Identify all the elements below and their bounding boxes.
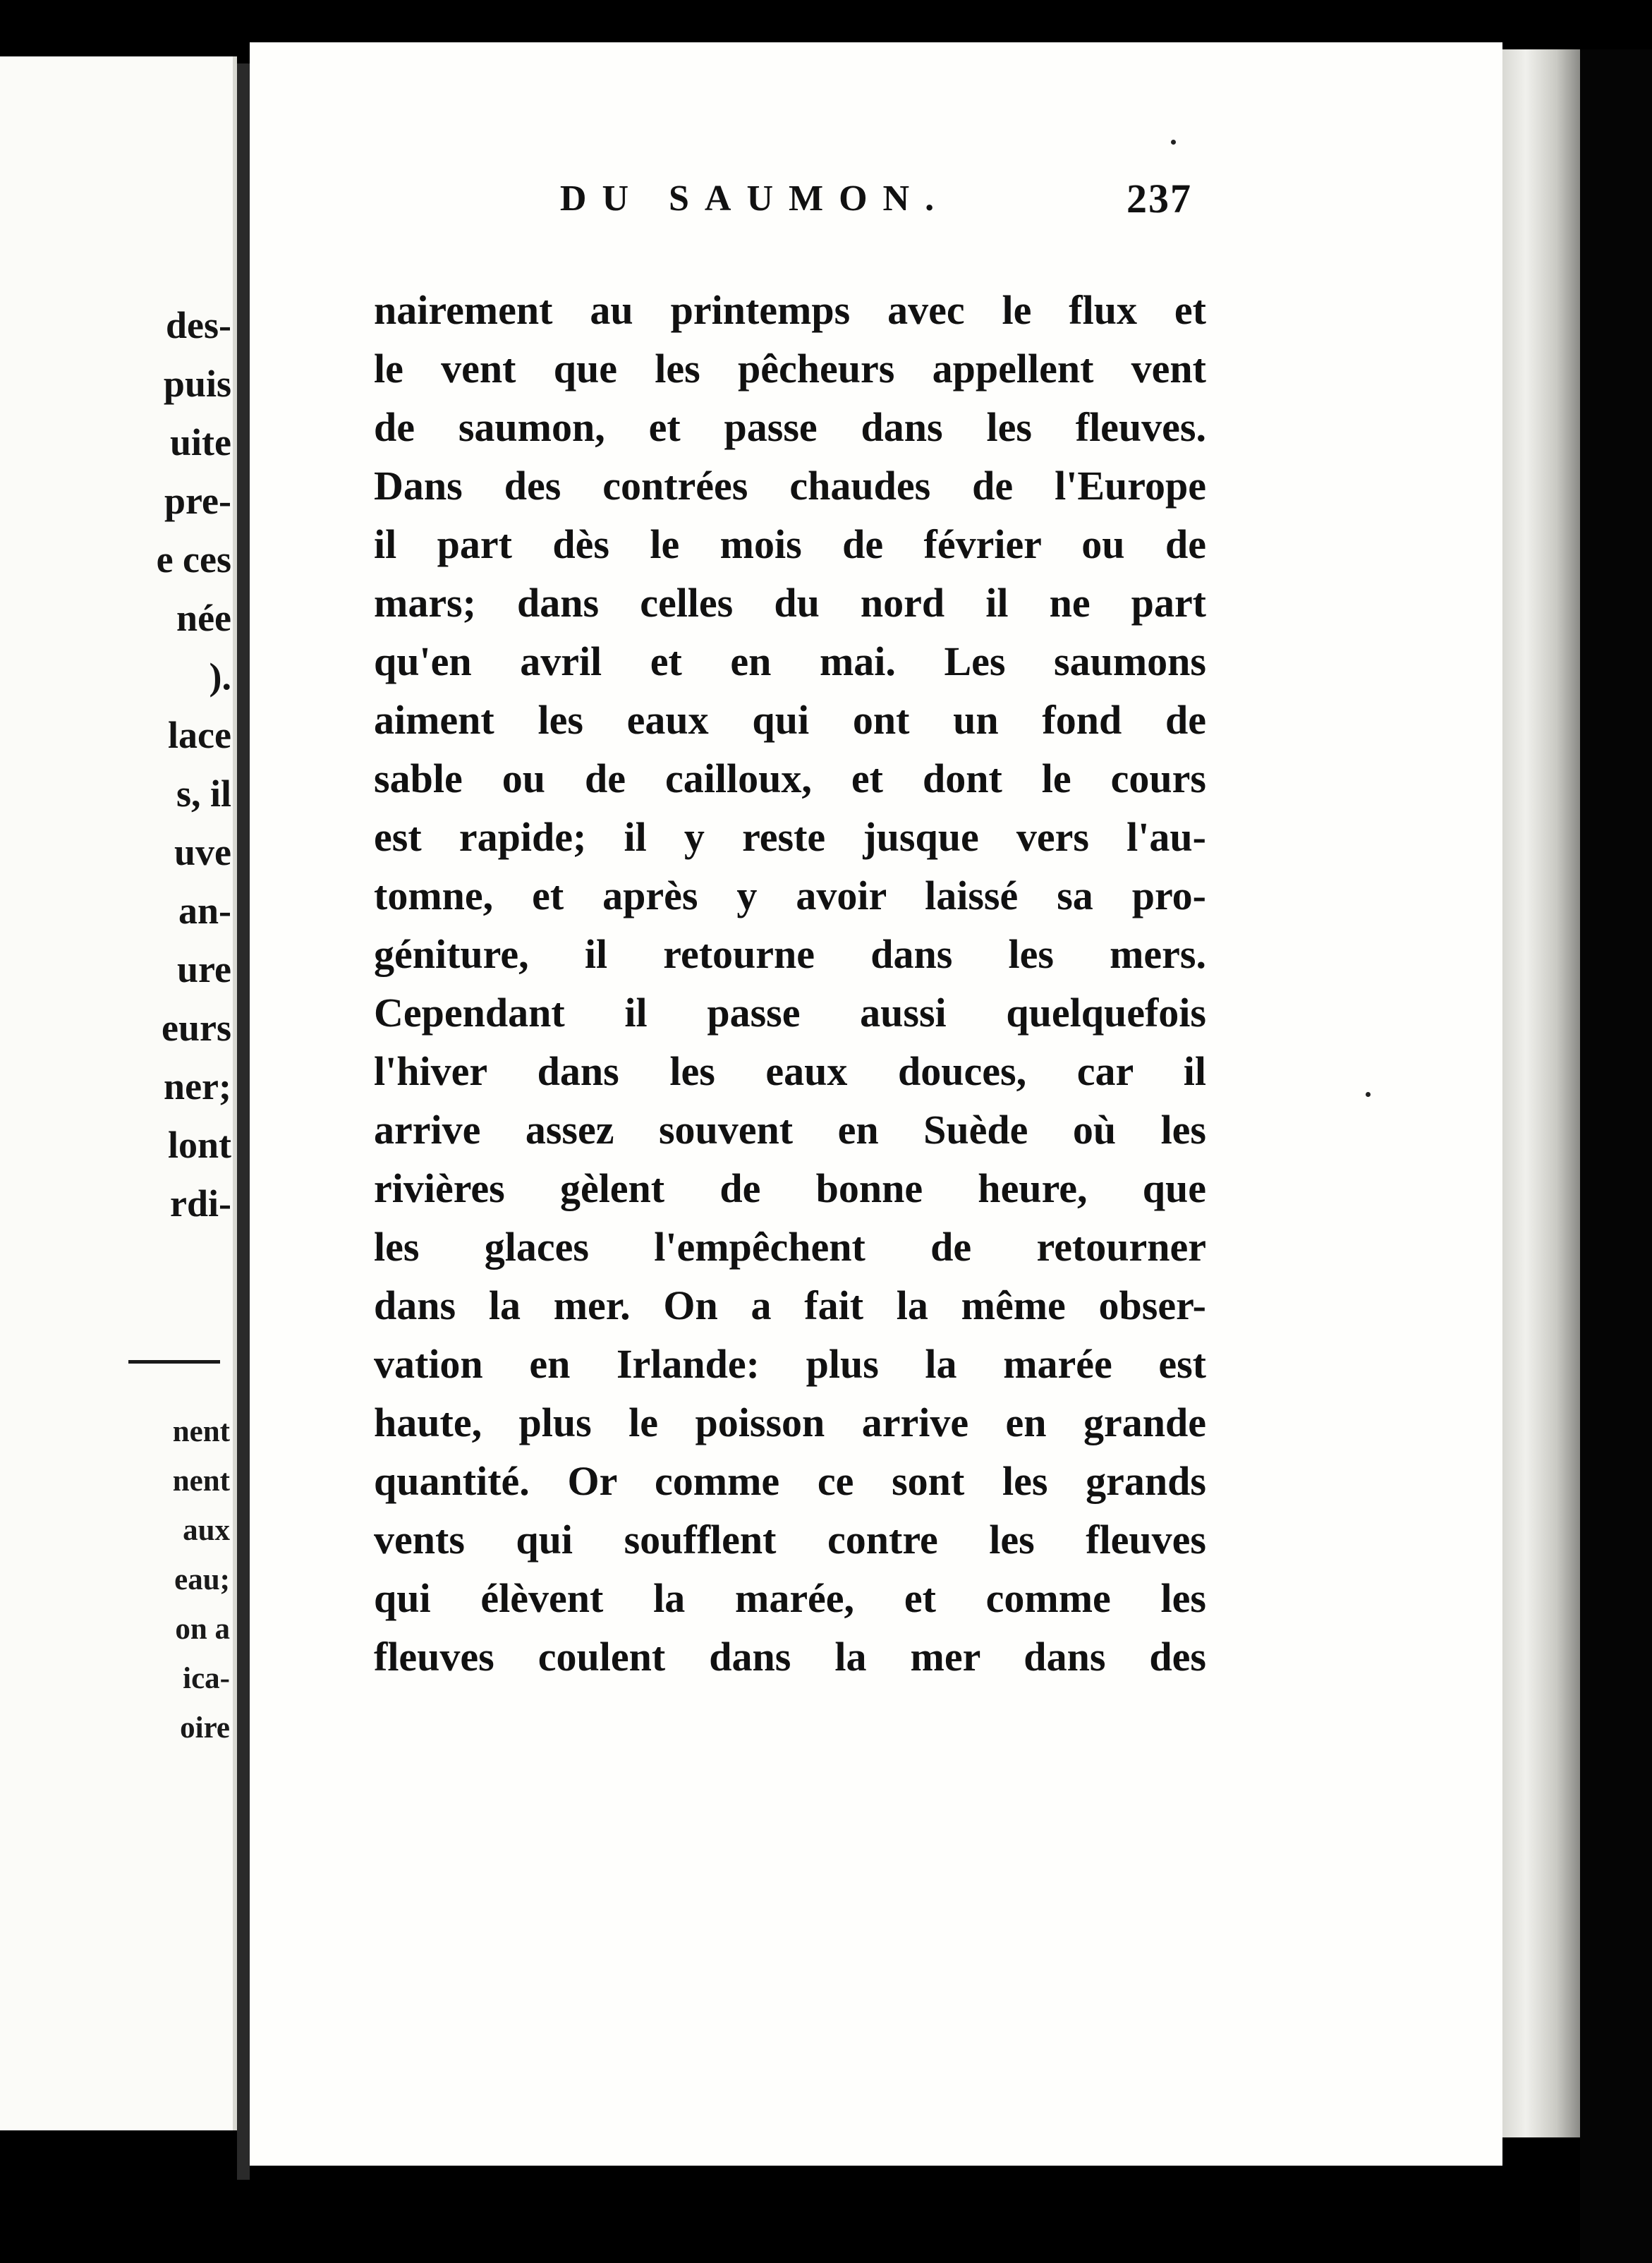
running-head	[317, 178, 1192, 234]
text-line: arrive assez souvent en Suède où les	[374, 1107, 1206, 1153]
text-line: dans la mer. On a fait la même obser-	[374, 1282, 1206, 1328]
text-line: rdi-	[170, 1182, 231, 1225]
text-line: pre-	[164, 480, 231, 522]
text-line: quantité. Or comme ce sont les grands	[374, 1458, 1206, 1504]
text-line: lace	[168, 714, 231, 756]
text-line: il part dès le mois de février ou de	[374, 521, 1206, 567]
text-line: née	[176, 597, 231, 639]
page-body-text	[374, 281, 1206, 1686]
text-line: s, il	[176, 772, 231, 815]
text-line: an-	[178, 890, 231, 932]
book-gutter	[237, 63, 250, 2180]
footnote-line: nent	[172, 1415, 230, 1448]
text-line: le vent que les pêcheurs appellent vent	[374, 346, 1206, 392]
footnote-line: aux	[183, 1514, 230, 1547]
running-title: DU SAUMON.	[559, 178, 950, 219]
text-line: eurs	[162, 1007, 231, 1049]
text-line: est rapide; il y reste jusque vers l'au-	[374, 814, 1206, 860]
text-line: haute, plus le poisson arrive en grande	[374, 1400, 1206, 1445]
footnote-line: ica-	[183, 1662, 230, 1695]
text-line: mars; dans celles du nord il ne part	[374, 580, 1206, 626]
text-line: e ces	[156, 538, 231, 581]
text-line: ure	[177, 948, 231, 990]
text-line: ner;	[164, 1065, 231, 1108]
footnote-line: nent	[172, 1464, 230, 1498]
text-line: uve	[174, 831, 231, 873]
text-line: nairement au printemps avec le flux et	[374, 287, 1206, 333]
previous-page-text	[20, 296, 231, 1233]
ink-speck	[1366, 1092, 1371, 1097]
text-line: vation en Irlande: plus la marée est	[374, 1341, 1206, 1387]
ink-speck	[1171, 140, 1176, 145]
text-line: puis	[163, 363, 231, 405]
text-line: Cependant il passe aussi quelquefois	[374, 990, 1206, 1036]
text-line: aiment les eaux qui ont un fond de	[374, 697, 1206, 743]
text-line: lont	[167, 1124, 231, 1166]
text-line: uite	[170, 421, 231, 463]
text-line: l'hiver dans les eaux douces, car il	[374, 1048, 1206, 1094]
footnote-line: oire	[180, 1711, 230, 1745]
text-line: tomne, et après y avoir laissé sa pro-	[374, 873, 1206, 918]
footnote-line: eau;	[174, 1563, 230, 1596]
text-line: les glaces l'empêchent de retourner	[374, 1224, 1206, 1270]
footnote-line: on a	[175, 1613, 230, 1646]
background-edge	[1580, 49, 1652, 2263]
footnote-rule	[128, 1360, 220, 1364]
text-line: des-	[166, 304, 231, 346]
page-number: 237	[1126, 176, 1192, 222]
previous-page-fragment	[0, 56, 237, 2130]
text-line: géniture, il retourne dans les mers.	[374, 931, 1206, 977]
text-line: qu'en avril et en mai. Les saumons	[374, 638, 1206, 684]
text-line: ).	[209, 655, 231, 698]
page-edge	[1502, 49, 1580, 2137]
text-line: de saumon, et passe dans les fleuves.	[374, 404, 1206, 450]
text-line: sable ou de cailloux, et dont le cours	[374, 756, 1206, 801]
text-line: Dans des contrées chaudes de l'Europe	[374, 463, 1206, 509]
text-line: qui élèvent la marée, et comme les	[374, 1575, 1206, 1621]
text-line: vents qui soufflent contre les fleuves	[374, 1517, 1206, 1563]
text-line: fleuves coulent dans la mer dans des	[374, 1634, 1206, 1680]
previous-page-footnotes	[18, 1407, 230, 1753]
text-line: rivières gèlent de bonne heure, que	[374, 1165, 1206, 1211]
